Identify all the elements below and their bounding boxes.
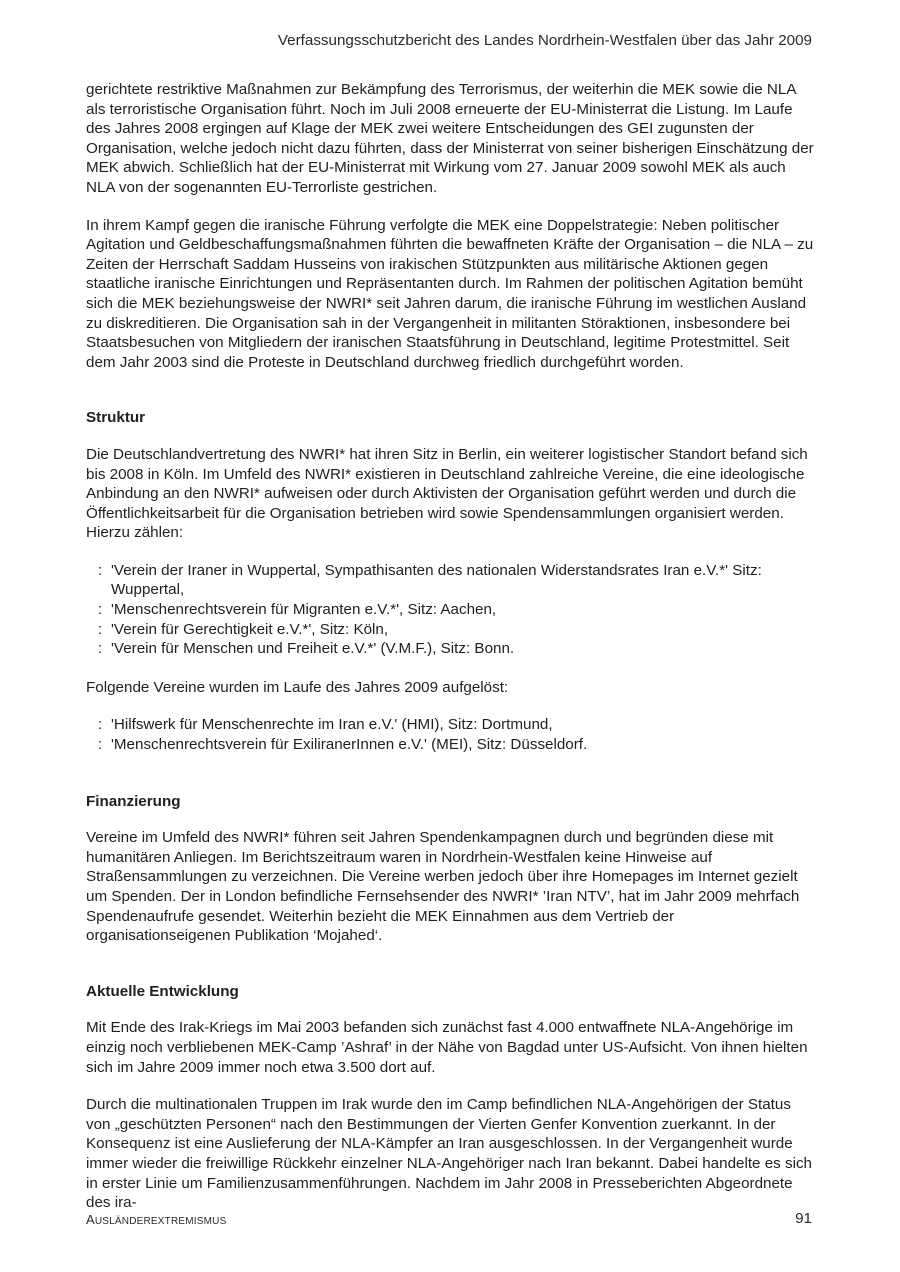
bullet-marker: :	[98, 561, 103, 579]
bullet-marker: :	[98, 736, 103, 754]
footer-section-title: AUSLÄNDEREXTREMISMUS	[86, 1212, 227, 1227]
heading-struktur: Struktur	[86, 409, 146, 427]
list-dissolved-associations	[86, 715, 818, 754]
list-item: : 'Verein für Menschen und Freiheit e.V.*' (V.M.F.), Sitz: Bonn.	[98, 640, 515, 658]
paragraph-entwicklung-2: Durch die multinationalen Truppen im Irak wurde den im Camp befindlichen NLA-Angehörigen der Status von „geschützten Personen“ nach den Bestimmungen der Vierten Genfer Konvention zuerkannt. In der Konsequenz ist eine Auslieferung der NLA-Kämpfer an Iran ausgeschlossen. In der Vergangenheit wurde immer wieder die freiwillige Rückkehr einzelner NLA-Angehöriger nach Iran bekannt. Dabei handelte es sich in erster Linie um Familienzusammenführungen. Nachdem im Jahr 2008 in Presseberichten Abgeordnete des ira-	[86, 1096, 812, 1212]
bullet-marker: :	[98, 601, 103, 619]
running-header: Verfassungsschutzbericht des Landes Nordrhein-Westfalen über das Jahr 2009	[277, 32, 812, 49]
heading-aktuelle-entwicklung: Aktuelle Entwicklung	[86, 982, 239, 1000]
paragraph-finanzierung: Vereine im Umfeld des NWRI* führen seit Jahren Spendenkampagnen durch und begründen diese mit humanitären Anliegen. Im Berichtszeitraum waren in Nordrhein-Westfalen keine Hinweise auf Straßensammlungen zu verzeichnen. Die Vereine werben jedoch über ihre Homepages im Internet gezielt um Spenden. Der in London befindliche Fernsehsender des NWRI* ’Iran NTV’, hat im Jahr 2009 mehrfach Spendenaufrufe gesendet. Weiterhin bezieht die MEK Einnahmen aus dem Vertrieb der organisationseigenen Publikation ‘Mojahed‘.	[86, 829, 800, 945]
page-body	[86, 80, 818, 1231]
list-item: : 'Verein der Iraner in Wuppertal, Sympathisanten des nationalen Widerstandsrates Iran e.V.*' Sitz: Wuppertal,	[98, 561, 762, 599]
paragraph-intro-1: gerichtete restriktive Maßnahmen zur Bekämpfung des Terrorismus, der weiterhin die MEK sowie die NLA als terroristische Organisation führt. Noch im Juli 2008 erneuerte der EU-Ministerrat die Listung. Im Laufe des Jahres 2008 ergingen auf Klage der MEK zwei weitere Entscheidungen des GEI zugunsten der Organisation, welche jedoch nicht dazu führten, dass der Ministerrat von seiner bisherigen Einschätzung der MEK abwich. Schließlich hat der EU-Ministerrat mit Wirkung vom 27. Januar 2009 sowohl MEK als auch NLA von der sogenannten EU-Terrorliste gestrichen.	[86, 81, 814, 196]
paragraph-struktur: Die Deutschlandvertretung des NWRI* hat ihren Sitz in Berlin, ein weiterer logistischer Standort befand sich bis 2008 in Köln. Im Umfeld des NWRI* existieren in Deutschland zahlreiche Vereine, die eine ideologische Anbindung an den NWRI* aufweisen oder durch Aktivisten der Organisation geführt werden und durch die Öffentlichkeitsarbeit für die Organisation betrieben wird sowie Spendensammlungen organisiert werden. Hierzu zählen:	[86, 445, 808, 542]
list-item: : 'Menschenrechtsverein für Migranten e.V.*', Sitz: Aachen,	[98, 601, 497, 619]
paragraph-intro-2: In ihrem Kampf gegen die iranische Führung verfolgte die MEK eine Doppelstrategie: Neben politischer Agitation und Geldbeschaffungsmaßnahmen führten die bewaffneten Kräfte der Organisation – die NLA – zu Zeiten der Herrschaft Saddam Husseins von irakischen Stützpunkten aus militärische Aktionen gegen staatliche iranische Einrichtungen und Repräsentanten durch. Im Rahmen der politischen Agitation bemüht sich die MEK beziehungsweise der NWRI* seit Jahren darum, die iranische Führung im westlichen Ausland zu diskreditieren. Die Organisation sah in der Vergangenheit in militanten Störaktionen, insbesondere bei Staatsbesuchen von Mitgliedern der iranischen Staatsführung in Deutschland, legitime Protestmittel. Seit dem Jahr 2003 sind die Proteste in Deutschland durchweg friedlich durchgeführt worden.	[86, 216, 814, 371]
page-number: 91	[795, 1210, 812, 1227]
bullet-marker: :	[98, 640, 103, 658]
list-item: : 'Hilfswerk für Menschenrechte im Iran e.V.' (HMI), Sitz: Dortmund,	[98, 716, 553, 734]
bullet-marker: :	[98, 716, 103, 734]
heading-finanzierung: Finanzierung	[86, 792, 181, 810]
paragraph-dissolved-intro: Folgende Vereine wurden im Laufe des Jahres 2009 aufgelöst:	[86, 678, 509, 696]
list-associations	[86, 561, 818, 659]
bullet-marker: :	[98, 620, 103, 638]
list-item: : 'Menschenrechtsverein für ExiliranerInnen e.V.' (MEI), Sitz: Düsseldorf.	[98, 736, 588, 754]
list-item: : 'Verein für Gerechtigkeit e.V.*', Sitz: Köln,	[98, 620, 389, 638]
paragraph-entwicklung-1: Mit Ende des Irak-Kriegs im Mai 2003 befanden sich zunächst fast 4.000 entwaffnete NLA-Angehörige im einzig noch verbliebenen MEK-Camp ’Ashraf’ in der Nähe von Bagdad unter US-Aufsicht. Von ihnen hielten sich im Jahre 2009 immer noch etwa 3.500 dort auf.	[86, 1019, 808, 1076]
